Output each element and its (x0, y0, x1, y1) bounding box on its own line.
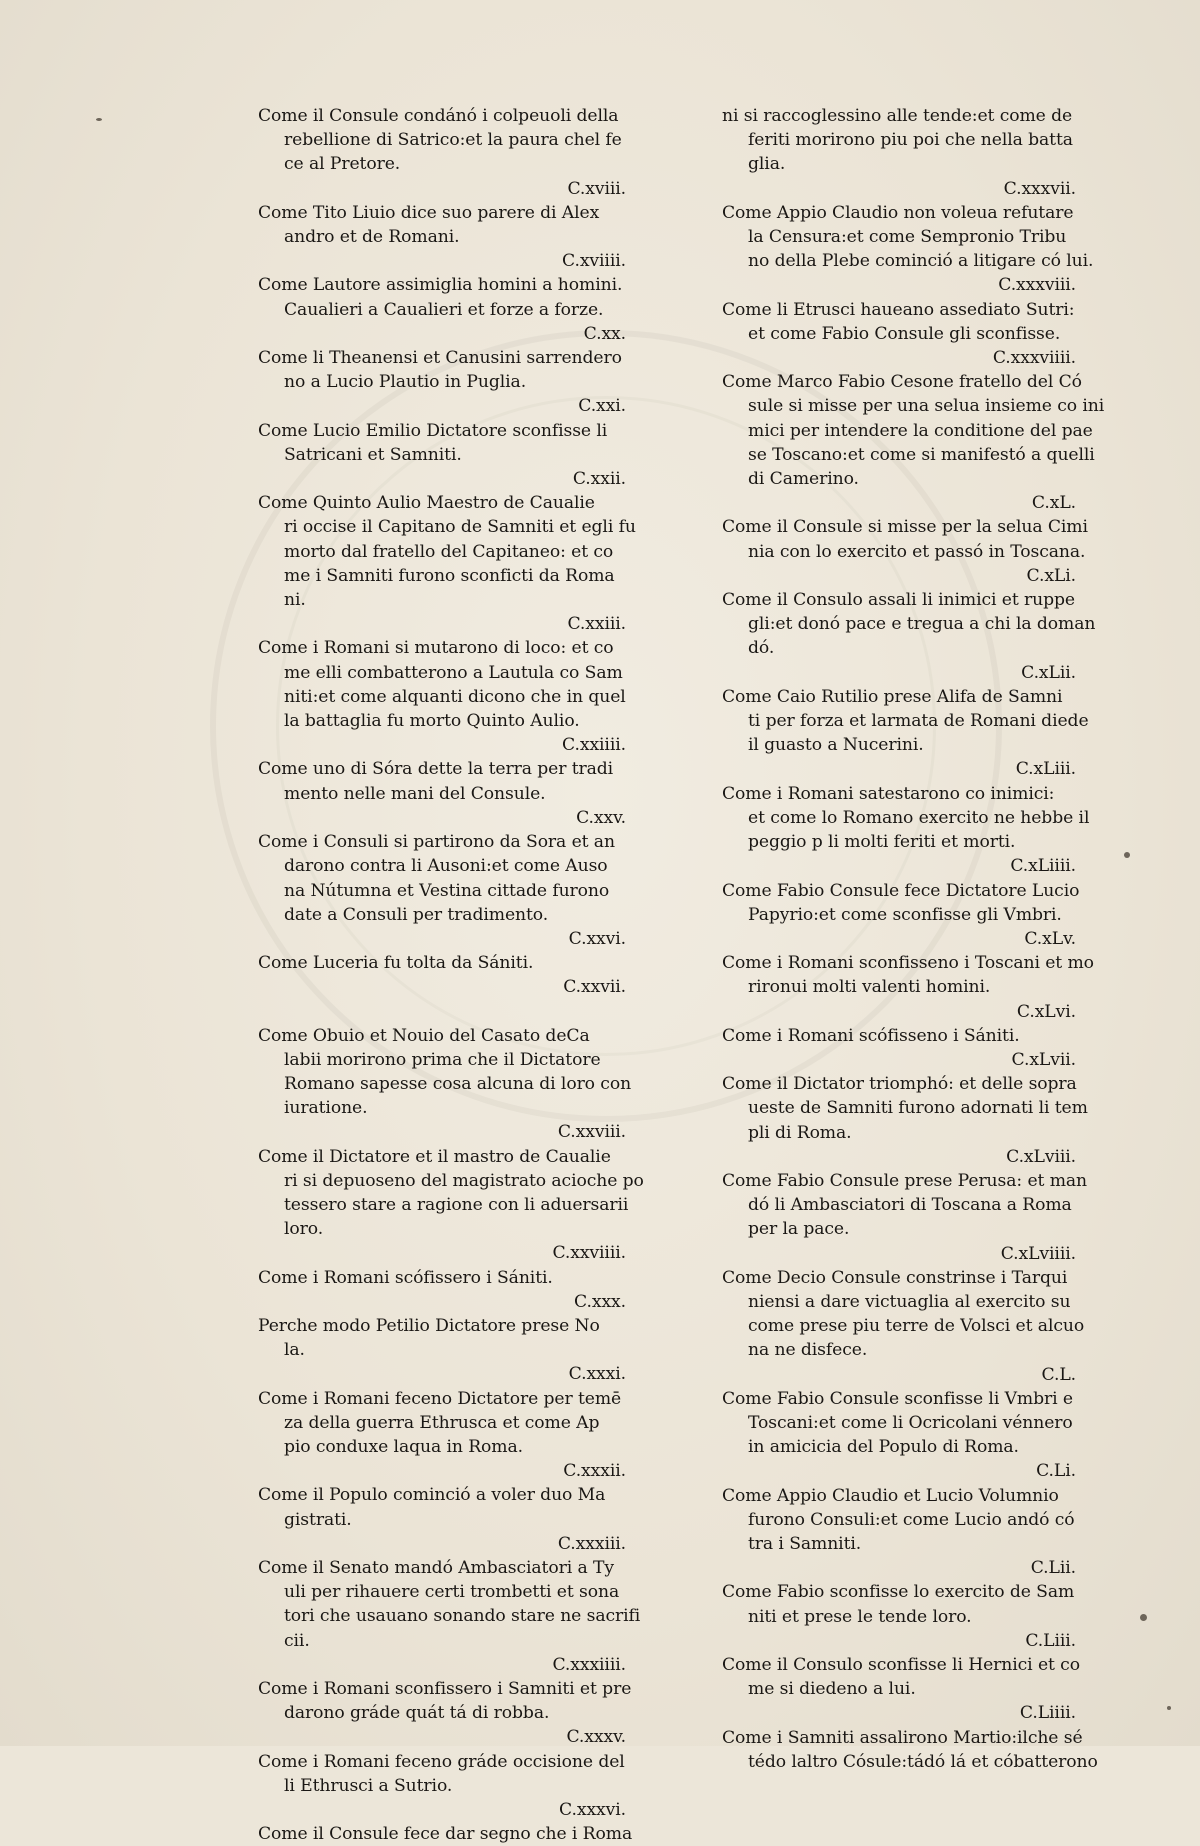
entry-line: Come Appio Claudio non voleua refutare (722, 202, 1074, 223)
entry-line: Come il Consule si misse per la selua Cimi (722, 517, 1088, 538)
chapter-entry (722, 104, 1078, 201)
entry-line: Come il Dictator triomphó: et delle sopra (722, 1074, 1077, 1095)
entry-line: Romano sapesse cosa alcuna di loro con (284, 1073, 632, 1094)
chapter-entry (722, 1387, 1078, 1484)
entry-line: peggio p li molti feriti et morti. (748, 832, 1016, 853)
entry-line: Come il Consulo sconfisse li Hernici et co (722, 1655, 1080, 1675)
chapter-number: C.xLviiii. (1000, 1243, 1076, 1264)
entry-line: tra i Samniti. (748, 1533, 862, 1554)
entry-line: Come i Romani sconfisseno i Toscani et mo (722, 953, 1094, 974)
entry-line: glia. (748, 154, 786, 175)
chapter-entry (722, 951, 1094, 1024)
chapter-entry (258, 491, 636, 636)
chapter-entry (258, 1266, 628, 1314)
chapter-number: C.Liii. (1025, 1630, 1076, 1651)
entry-line: furono Consuli:et come Lucio andó có (748, 1509, 1075, 1530)
chapter-number: C.xxxviii. (998, 275, 1076, 296)
entry-line: et come lo Romano exercito ne hebbe il (748, 807, 1090, 828)
entry-line: Come il Senato mandó Ambasciatori a Ty (258, 1557, 614, 1578)
chapter-entry (722, 782, 1090, 879)
chapter-number: C.xxxvii. (1003, 178, 1076, 199)
entry-line: Come Marco Fabio Cesone fratello del Có (722, 372, 1082, 393)
chapter-entry (258, 1483, 628, 1556)
chapter-number: C.xxi. (578, 396, 626, 417)
entry-line: Come i Romani si mutarono di loco: et co (258, 638, 614, 659)
chapter-entry (258, 1145, 644, 1266)
entry-line: Come i Romani scófissero i Sániti. (258, 1267, 553, 1288)
chapter-entry (722, 1266, 1085, 1387)
chapter-number: C.xviii. (567, 178, 626, 199)
chapter-number: C.xL. (1031, 493, 1076, 514)
chapter-number: C.xxviiii. (552, 1243, 626, 1264)
entry-line: di Camerino. (748, 469, 859, 490)
chapter-number: C.xxvi. (568, 928, 626, 949)
chapter-entry (258, 104, 628, 201)
entry-line: et come Fabio Consule gli sconfisse. (748, 323, 1061, 344)
entry-line: Come Decio Consule constrinse i Tarqui (722, 1267, 1068, 1288)
entry-line: pli di Roma. (748, 1122, 852, 1143)
chapter-entry (722, 201, 1094, 298)
entry-line: Come li Theanensi et Canusini sarrendero (258, 348, 622, 369)
entry-line: Caualieri a Caualieri et forze a forze. (284, 299, 604, 320)
entry-line: gli:et donó pace e tregua a chi la doman (748, 614, 1096, 635)
chapter-number: C.xxxv. (566, 1727, 626, 1748)
entry-line: niti:et come alquanti dicono che in quel (284, 686, 626, 707)
entry-line: feriti morirono piu poi che nella batta (748, 130, 1073, 151)
entry-line: Come i Romani scófisseno i Sániti. (722, 1025, 1020, 1046)
chapter-entry (722, 1169, 1088, 1266)
entry-line: tédo laltro Cósule:tádó lá et cóbatterono (748, 1751, 1098, 1772)
chapter-entry (258, 201, 628, 274)
chapter-entry (258, 951, 628, 999)
chapter-number: C.xx. (583, 323, 626, 344)
chapter-entry (722, 685, 1089, 782)
chapter-entry (258, 1822, 633, 1846)
ink-speck (1140, 1614, 1147, 1621)
entry-line: Come i Romani feceno Dictatore per temē (258, 1388, 622, 1409)
entry-line: Perche modo Petilio Dictatore prese No (258, 1315, 600, 1336)
chapter-number: C.xviiii. (562, 251, 626, 272)
chapter-entry (258, 419, 628, 492)
chapter-entry (258, 273, 628, 346)
chapter-number: C.xxxii. (563, 1461, 626, 1482)
entry-line: andro et de Romani. (284, 227, 460, 248)
chapter-entry (258, 1750, 628, 1823)
entry-line: la. (284, 1340, 305, 1361)
entry-line: Satricani et Samniti. (284, 444, 462, 465)
chapter-number: C.xxiiii. (562, 735, 626, 756)
entry-line: Come Quinto Aulio Maestro de Caualie (258, 493, 595, 514)
entry-line: na ne disfece. (748, 1340, 868, 1361)
chapter-number: C.L. (1041, 1364, 1076, 1385)
entry-line: Come Fabio Consule prese Perusa: et man (722, 1170, 1088, 1191)
chapter-number: C.xxxiiii. (552, 1654, 626, 1675)
entry-line: Come i Samniti assalirono Martio:ilche sé (722, 1727, 1083, 1748)
entry-line: Toscani:et come li Ocricolani vénnero (748, 1412, 1073, 1433)
chapter-entry (258, 346, 628, 419)
entry-line: mento nelle mani del Consule. (284, 783, 546, 804)
chapter-number: C.xLvi. (1016, 1001, 1076, 1022)
entry-line: Papyrio:et come sconfisse gli Vmbri. (748, 904, 1062, 925)
entry-line: no a Lucio Plautio in Puglia. (284, 372, 527, 393)
chapter-entry (258, 757, 628, 830)
chapter-entry (258, 1024, 632, 1145)
entry-line: la Censura:et come Sempronio Tribu (748, 227, 1067, 248)
entry-line: ri occise il Capitano de Samniti et egli fu (284, 517, 636, 538)
chapter-number: C.xxii. (572, 469, 626, 490)
chapter-number: C.xLvii. (1011, 1049, 1076, 1070)
entry-line: tori che usauano sonando stare ne sacrifi (284, 1606, 641, 1627)
chapter-entry (722, 1580, 1078, 1653)
chapter-number: C.xLii. (1021, 662, 1076, 683)
chapter-number: C.xLiii. (1015, 759, 1076, 780)
entry-line: Come il Consule condánó i colpeuoli della (258, 106, 619, 126)
chapter-entry (258, 1314, 628, 1387)
chapter-number: C.xLi. (1026, 565, 1076, 586)
chapter-number: C.xxxvi. (559, 1800, 626, 1821)
chapter-entry (722, 1024, 1078, 1072)
entry-line: Come Fabio sconfisse lo exercito de Sam (722, 1582, 1075, 1603)
entry-line: za della guerra Ethrusca et come Ap (284, 1412, 600, 1433)
chapter-entry (258, 1556, 641, 1677)
chapter-number: C.Liiii. (1019, 1703, 1076, 1724)
entry-line: Come Fabio Consule sconfisse li Vmbri e (722, 1388, 1073, 1409)
chapter-entry (258, 636, 628, 757)
chapter-entry (722, 1072, 1088, 1169)
entry-line: tessero stare a ragione con li aduersarii (284, 1194, 629, 1215)
chapter-entry (722, 298, 1078, 371)
entry-line: labii morirono prima che il Dictatore (284, 1049, 601, 1070)
chapter-number: C.xLv. (1024, 928, 1076, 949)
entry-line: Come il Populo cominció a voler duo Ma (258, 1485, 606, 1506)
entry-line: Come uno di Sóra dette la terra per tradi (258, 759, 614, 780)
entry-line: Come i Consuli si partirono da Sora et an (258, 832, 615, 853)
chapter-entry (722, 1726, 1098, 1774)
entry-line: Come i Romani feceno gráde occisione del (258, 1751, 625, 1772)
entry-line: me elli combatterono a Lautula co Sam (284, 662, 623, 683)
chapter-entry (722, 1653, 1078, 1726)
left-column (258, 104, 644, 1846)
ink-speck (96, 118, 102, 121)
entry-line: Come Caio Rutilio prese Alifa de Samni (722, 686, 1063, 707)
chapter-number: C.xxvii. (563, 977, 626, 998)
chapter-number: C.xxxviiii. (992, 348, 1076, 369)
entry-line: cii. (284, 1630, 310, 1651)
entry-line: pio conduxe laqua in Roma. (284, 1436, 524, 1457)
chapter-entry (258, 830, 628, 951)
chapter-entry (258, 1677, 632, 1750)
ink-speck (1124, 852, 1130, 858)
entry-line: ni si raccoglessino alle tende:et come de (722, 106, 1073, 126)
entry-line: in amicicia del Populo di Roma. (748, 1437, 1019, 1458)
entry-line: se Toscano:et come si manifestó a quelli (748, 444, 1095, 465)
right-column (722, 104, 1105, 1774)
chapter-number: C.Li. (1036, 1461, 1076, 1482)
entry-line: ri si depuoseno del magistrato acioche po (284, 1170, 644, 1191)
entry-line: nia con lo exercito et passó in Toscana. (748, 541, 1086, 562)
entry-line: dó li Ambasciatori di Toscana a Roma (748, 1195, 1072, 1216)
entry-line: uli per rihauere certi trombetti et sona (284, 1582, 620, 1603)
entry-line: darono gráde quát tá di robba. (284, 1703, 550, 1724)
chapter-number: C.Lii. (1030, 1558, 1076, 1579)
entry-line: sule si misse per una selua insieme co ini (748, 396, 1105, 417)
ink-speck (1167, 1706, 1171, 1710)
entry-line: Come il Consule fece dar segno che i Roma (258, 1824, 633, 1845)
entry-line: gistrati. (284, 1509, 352, 1530)
entry-line: ti per forza et larmata de Romani diede (748, 711, 1089, 732)
entry-line: mici per intendere la conditione del pae (748, 420, 1093, 441)
entry-line: la battaglia fu morto Quinto Aulio. (284, 711, 580, 732)
entry-line: Come li Etrusci haueano assediato Sutri: (722, 299, 1075, 320)
chapter-entry (722, 370, 1105, 515)
chapter-number: C.xxx. (574, 1291, 626, 1312)
entry-line: Come i Romani satestarono co inimici: (722, 783, 1055, 804)
entry-line: Come Lucio Emilio Dictatore sconfisse li (258, 420, 608, 441)
entry-line: li Ethrusci a Sutrio. (284, 1775, 453, 1796)
section-gap (258, 1000, 628, 1024)
entry-line: loro. (284, 1219, 324, 1240)
entry-line: Come Obuio et Nouio del Casato deCa (258, 1025, 590, 1046)
entry-line: niensi a dare victuaglia al exercito su (748, 1291, 1071, 1312)
entry-line: me i Samniti furono sconficti da Roma (284, 565, 615, 586)
chapter-entry (258, 1387, 628, 1484)
chapter-entry (722, 588, 1096, 685)
chapter-number: C.xxviii. (557, 1122, 626, 1143)
entry-line: iuratione. (284, 1098, 368, 1119)
entry-line: niti et prese le tende loro. (748, 1606, 972, 1627)
chapter-number: C.xxiii. (567, 614, 626, 635)
entry-line: no della Plebe cominció a litigare có lui. (748, 251, 1094, 272)
entry-line: na Nútumna et Vestina cittade furono (284, 880, 610, 901)
chapter-entry (722, 1484, 1078, 1581)
entry-line: il guasto a Nucerini. (748, 735, 924, 756)
entry-line: Come Appio Claudio et Lucio Volumnio (722, 1485, 1059, 1506)
chapter-number: C.xLiiii. (1010, 856, 1076, 877)
entry-line: Come Luceria fu tolta da Sániti. (258, 953, 534, 974)
chapter-entry (722, 879, 1078, 952)
chapter-entry (722, 515, 1088, 588)
entry-line: come prese piu terre de Volsci et alcuo (748, 1316, 1085, 1337)
entry-line: Come Fabio Consule fece Dictatore Lucio (722, 880, 1080, 901)
entry-line: ueste de Samniti furono adornati li tem (748, 1098, 1088, 1119)
entry-line: date a Consuli per tradimento. (284, 904, 549, 925)
entry-line: me si diedeno a lui. (748, 1679, 916, 1700)
entry-line: rironui molti valenti homini. (748, 977, 991, 998)
entry-line: dó. (748, 638, 775, 659)
entry-line: rebellione di Satrico:et la paura chel fe (284, 130, 622, 151)
entry-line: Come i Romani sconfissero i Samniti et pre (258, 1679, 632, 1699)
entry-line: Come Tito Liuio dice suo parere di Alex (258, 202, 600, 223)
chapter-number: C.xLviii. (1006, 1146, 1076, 1167)
entry-line: ce al Pretore. (284, 154, 401, 175)
entry-line: Come Lautore assimiglia homini a homini. (258, 275, 623, 296)
entry-line: Come il Dictatore et il mastro de Caualie (258, 1146, 611, 1167)
chapter-number: C.xxv. (576, 807, 626, 828)
entry-line: darono contra li Ausoni:et come Auso (284, 856, 608, 877)
chapter-number: C.xxxi. (568, 1364, 626, 1385)
chapter-number: C.xxxiii. (557, 1533, 626, 1554)
entry-line: morto dal fratello del Capitaneo: et co (284, 541, 614, 562)
entry-line: Come il Consulo assali li inimici et ruppe (722, 590, 1075, 611)
entry-line: per la pace. (748, 1219, 850, 1240)
entry-line: ni. (284, 590, 306, 611)
